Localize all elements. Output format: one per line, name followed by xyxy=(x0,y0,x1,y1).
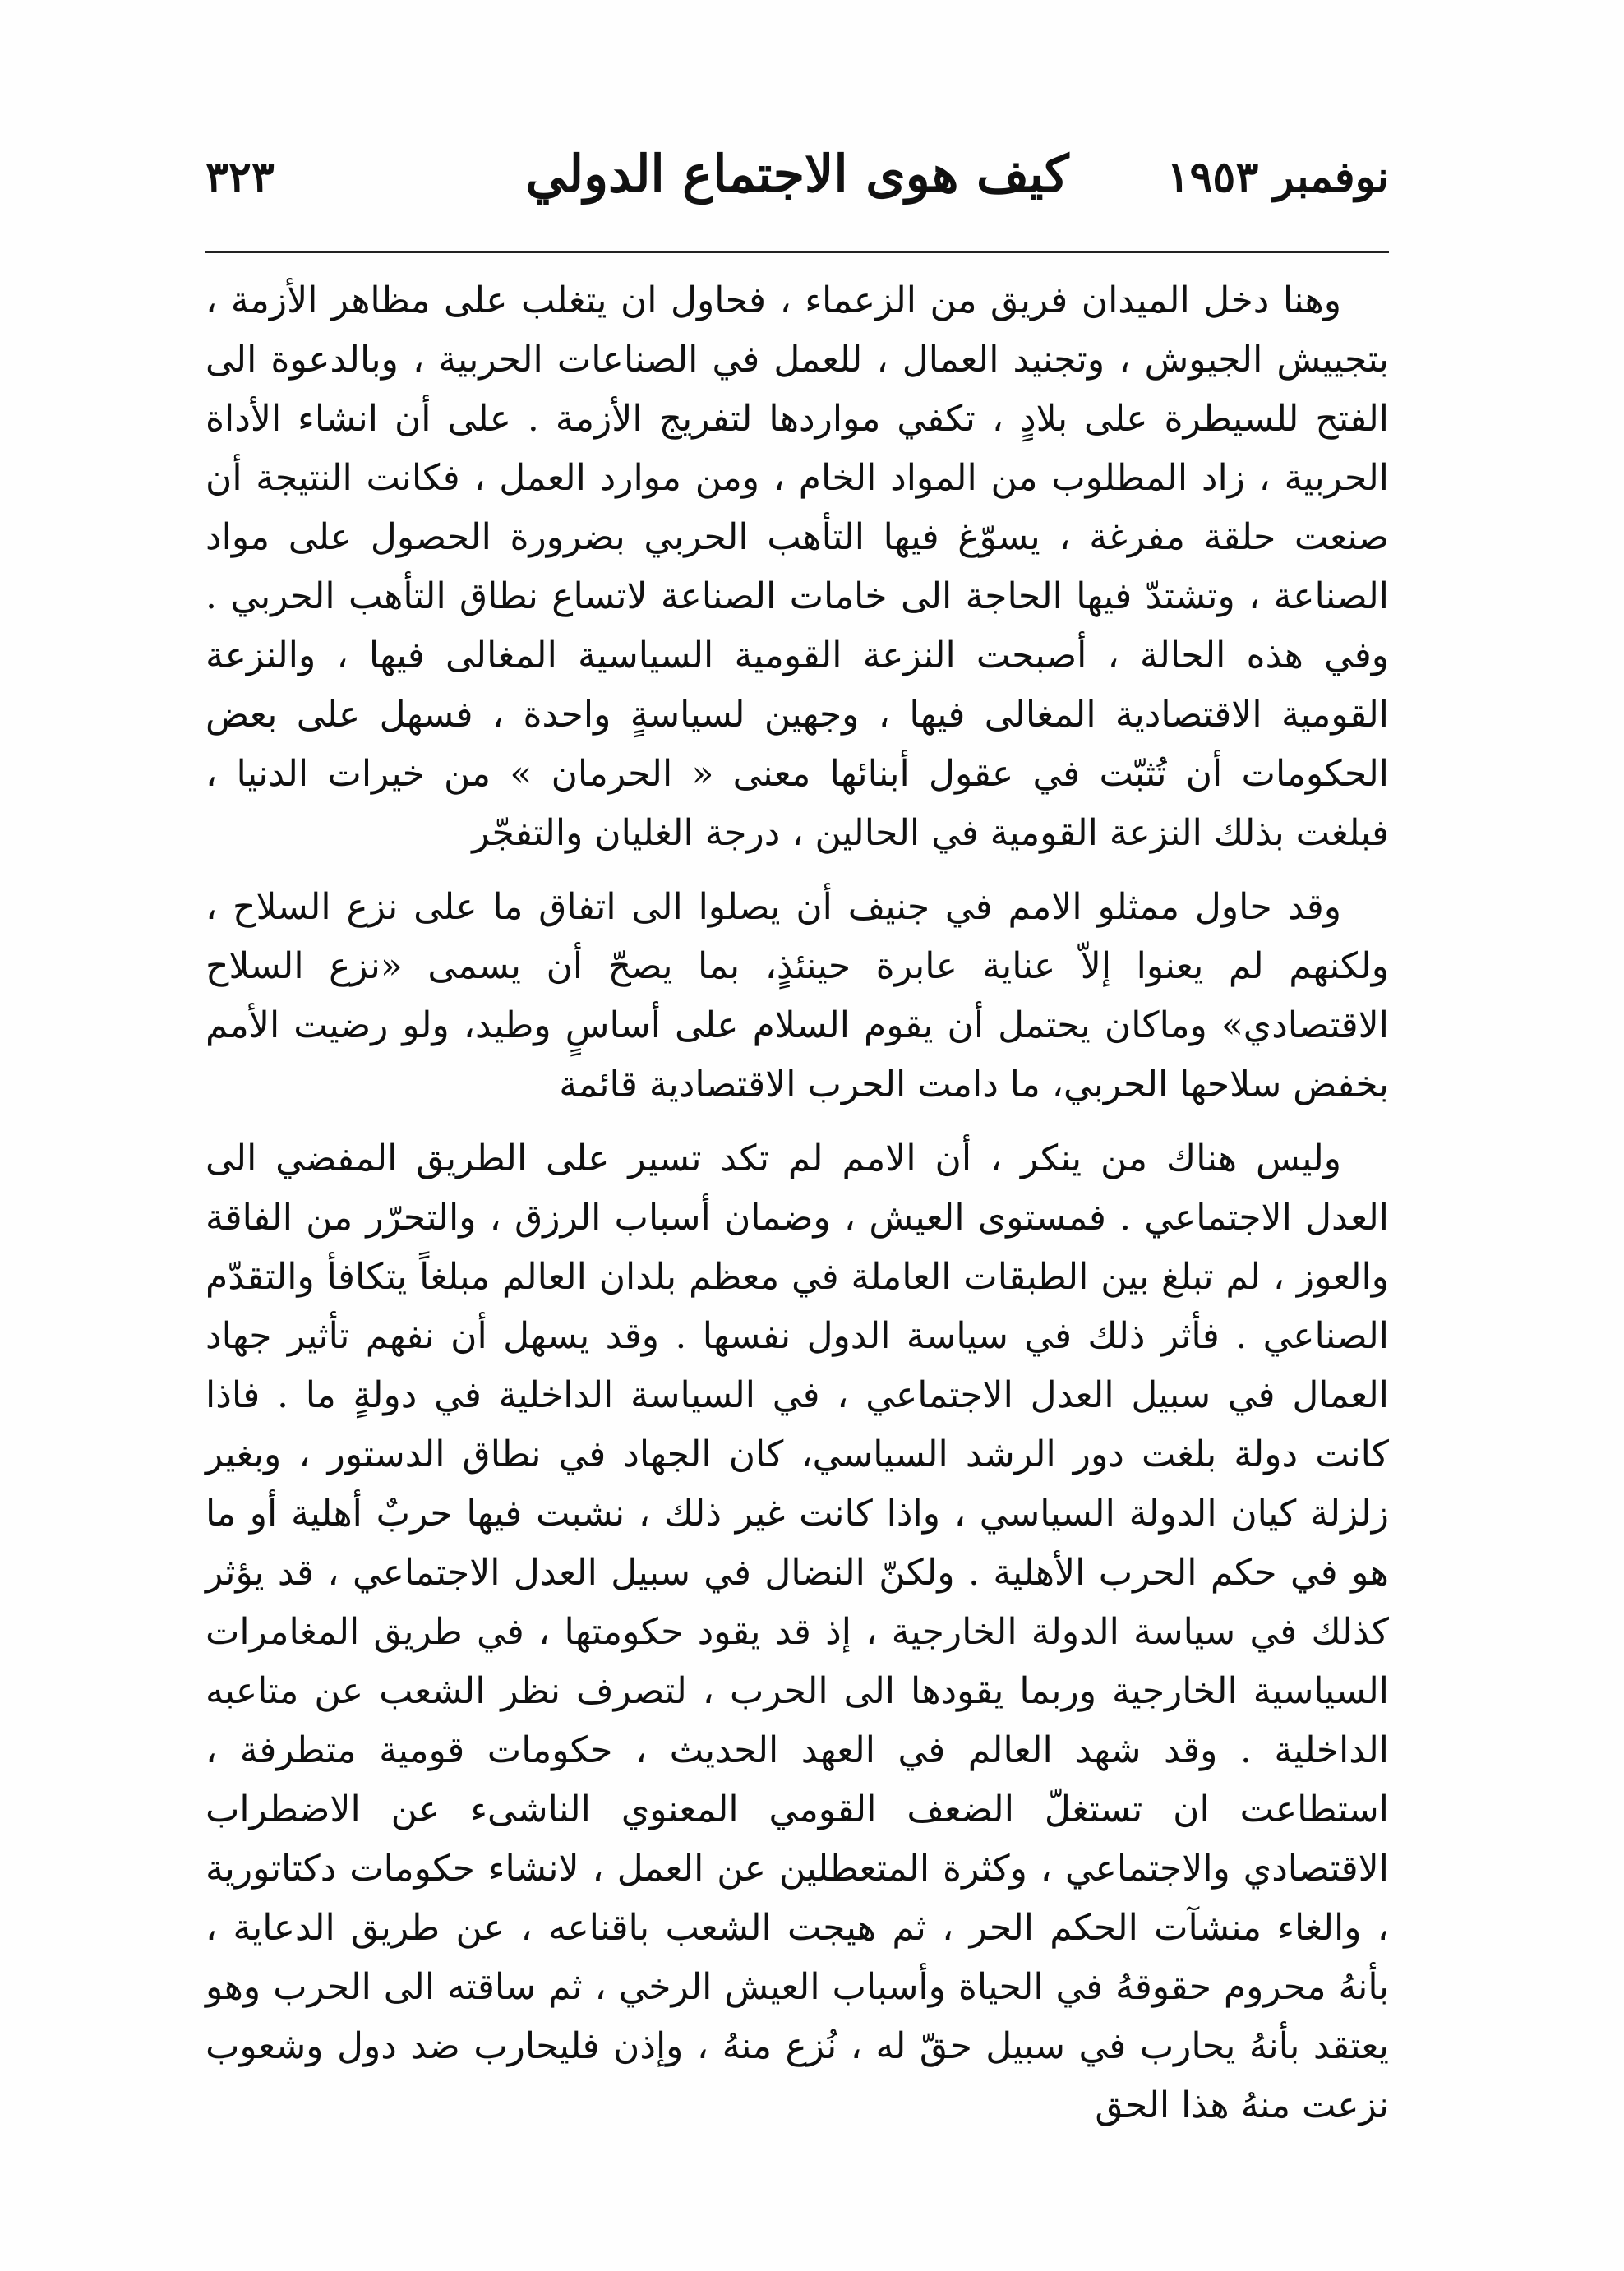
header-rule xyxy=(205,251,1389,253)
header-date: نوفمبر ١٩٥٣ xyxy=(1166,152,1389,202)
body-text xyxy=(205,271,1389,2211)
page-number: ٣٢٣ xyxy=(205,152,275,202)
paragraph: وليس هناك من ينكر ، أن الامم لم تكد تسير على الطريق المفضي الى العدل الاجتماعي . فمستوى العيش ، وضمان أسباب الرزق ، والتحرّر من الفاقة والعوز ، لم تبلغ بين الطبقات العاملة في معظم بلدان العالم مبلغاً يتكافأ والتقدّم الصناعي . فأثر ذلك في سياسة الدول نفسها . وقد يسهل أن نفهم تأثير جهاد العمال في سبيل العدل الاجتماعي ، في السياسة الداخلية في دولةٍ ما . فاذا كانت دولة بلغت دور الرشد السياسي، كان الجهاد في نطاق الدستور ، وبغير زلزلة كيان الدولة السياسي ، واذا كانت غير ذلك ، نشبت فيها حربٌ أهلية أو ما هو في حكم الحرب الأهلية . ولكنّ النضال في سبيل العدل الاجتماعي ، قد يؤثر كذلك في سياسة الدولة الخارجية ، إذ قد يقود حكومتها ، في طريق المغامرات السياسية الخارجية وربما يقودها الى الحرب ، لتصرف نظر الشعب عن متاعبه الداخلية . وقد شهد العالم في العهد الحديث ، حكومات قومية متطرفة ، استطاعت ان تستغلّ الضعف القومي المعنوي الناشىء عن الاضطراب الاقتصادي والاجتماعي ، وكثرة المتعطلين عن العمل ، لانشاء حكومات دكتاتورية ، والغاء منشآت الحكم الحر ، ثم هيجت الشعب باقناعه ، عن طريق الدعاية ، بأنهُ محروم حقوقهُ في الحياة وأسباب العيش الرخي ، ثم ساقته الى الحرب وهو يعتقد بأنهُ يحارب في سبيل حقّ له ، نُزع منهُ ، وإذن فليحارب ضد دول وشعوب نزعت منهُ هذا الحق xyxy=(205,1138,1389,2126)
running-title: كيف هوى الاجتماع الدولي xyxy=(525,144,1069,204)
paragraph: وقد حاول ممثلو الامم في جنيف أن يصلوا الى اتفاق ما على نزع السلاح ، ولكنهم لم يعنوا إلاّ عناية عابرة حينئذٍ، بما يصحّ أن يسمى «نزع السلاح الاقتصادي» وماكان يحتمل أن يقوم السلام على أساسٍ وطيد، ولو رضيت الأمم بخفض سلاحها الحربي، ما دامت الحرب الاقتصادية قائمة xyxy=(205,886,1389,1105)
running-header xyxy=(205,144,1389,242)
paragraph: وهنا دخل الميدان فريق من الزعماء ، فحاول ان يتغلب على مظاهر الأزمة ، بتجييش الجيوش ، وتجنيد العمال ، للعمل في الصناعات الحربية ، وبالدعوة الى الفتح للسيطرة على بلادٍ ، تكفي مواردها لتفريج الأزمة . على أن انشاء الأداة الحربية ، زاد المطلوب من المواد الخام ، ومن موارد العمل ، فكانت النتيجة أن صنعت حلقة مفرغة ، يسوّغ فيها التأهب الحربي بضرورة الحصول على مواد الصناعة ، وتشتدّ فيها الحاجة الى خامات الصناعة لاتساع نطاق التأهب الحربي . وفي هذه الحالة ، أصبحت النزعة القومية السياسية المغالى فيها ، والنزعة القومية الاقتصادية المغالى فيها ، وجهين لسياسةٍ واحدة ، فسهل على بعض الحكومات أن تُثبّت في عقول أبنائها معنى « الحرمان » من خيرات الدنيا ، فبلغت بذلك النزعة القومية في الحالين ، درجة الغليان والتفجّر xyxy=(205,279,1389,854)
